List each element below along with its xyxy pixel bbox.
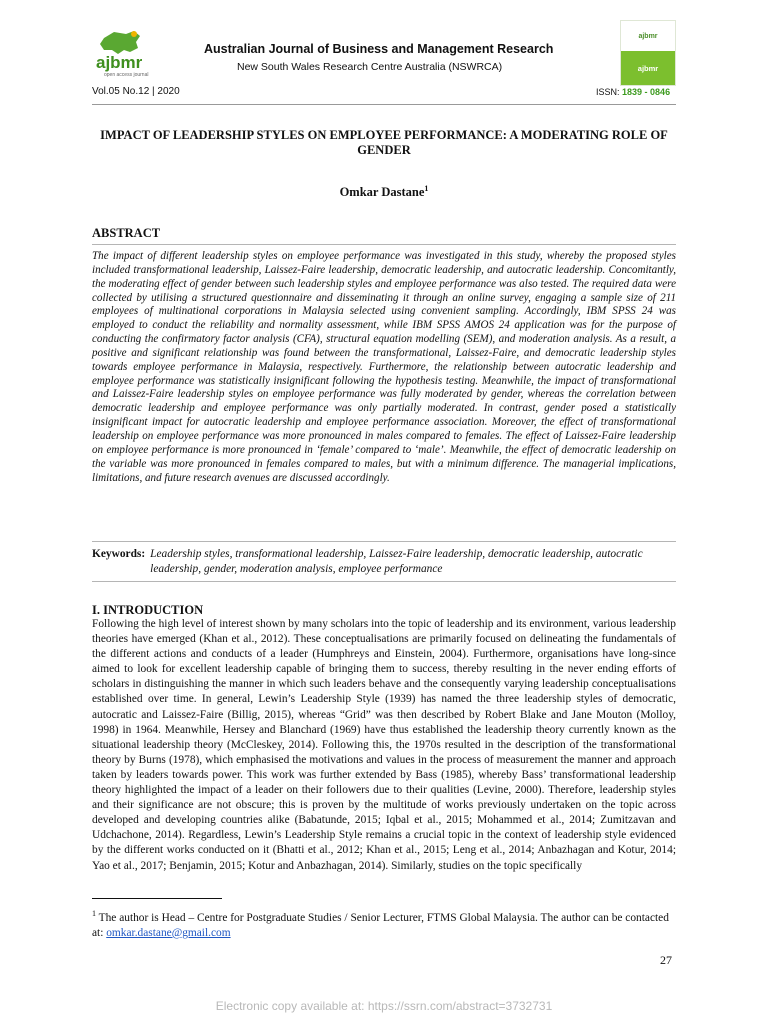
paper-title: IMPACT OF LEADERSHIP STYLES ON EMPLOYEE PERFORMANCE: A MODERATING ROLE OF GENDER — [100, 128, 668, 157]
page-number: 27 — [660, 953, 672, 967]
volume-info: Vol.05 No.12 | 2020 — [92, 86, 180, 97]
footnote-text: The author is Head – Centre for Postgraduate Studies / Senior Lecturer, FTMS Global Malaysia. The author can be contacted at: — [92, 911, 669, 939]
cover-logo-top: ajbmr — [621, 21, 675, 51]
keywords-list: Leadership styles, transformational leadership, Laissez-Faire leadership, democratic leadership, autocratic leadership, gender, moderation analysis, employee performance — [150, 548, 643, 575]
keywords — [92, 547, 676, 577]
abstract-top-rule — [92, 244, 676, 245]
keywords-bottom-rule — [92, 581, 676, 582]
journal-title: Australian Journal of Business and Management Research — [204, 42, 554, 56]
journal-subtitle: New South Wales Research Centre Australia (NSWRCA) — [237, 61, 503, 73]
abstract-text: The impact of different leadership styles on employee performance was investigated in this study, whereby the proposed styles included transformational leadership, Laissez-Faire leadership, democratic leadership, and autocratic leadership. Concomitantly, the moderating effect of gender between such leadership styles and employee performance was also tested. The required data were collected by utilising a structured questionnaire and disseminating it through an online survey, engaging a sample size of 211 employees of multinational corporations in Malaysia selected using convenient sampling. Accordingly, IBM SPSS 24 was employed to conduct the reliability and normality assessment, while IBM SPSS AMOS 24 application was for the purpose of conducting the confirmatory factor analysis (CFA), structural equation modelling (SEM), and moderation analysis. As a result, a positive and significant relationship was found between the transformational, Laissez-Faire, and democratic leadership styles towards employee performance in Malaysia, respectively. Furthermore, the relationship between autocratic leadership and employee performance was statistically insignificant following the hypothesis testing. Meanwhile, the impact of transformational and Laissez-Faire leadership styles on employee performance was fully moderated by gender, whereas the correlation between democratic leadership and employee performance was only partially moderated. In contrast, gender posed a statistically insignificant impact for autocratic leadership and employee performance association. Moreover, the effect of transformational leadership on employee performance was more pronounced in males compared to females. The effect of Laissez-Faire leadership on employee performance is more pronounced in ‘female’ compared to ‘male’. Meanwhile, the effect of democratic leadership on the variable was more pronounced in females compared to males, but with a minimum difference. The managerial implications, limitations, and future research avenues are discussed accordingly. — [92, 250, 676, 484]
author-email-link[interactable]: omkar.dastane@gmail.com — [106, 926, 231, 939]
header-divider — [92, 104, 676, 105]
logo-tagline: open access journal — [104, 72, 149, 78]
footnote-divider — [92, 898, 222, 899]
issn-label: ISSN: — [596, 87, 620, 97]
abstract-bottom-rule — [92, 541, 676, 542]
footnote-mark: 1 — [92, 909, 96, 918]
logo-wordmark: ajbmr — [96, 53, 143, 72]
author-name-text: Omkar Dastane — [339, 185, 425, 200]
journal-logo — [90, 28, 152, 78]
ssrn-watermark: Electronic copy available at: https://ssrn.com/abstract=3732731 — [215, 999, 553, 1013]
author-name — [0, 184, 768, 200]
introduction-text: Following the high level of interest shown by many scholars into the topic of leadership and its environment, various leadership theories have emerged (Khan et al., 2012). These conceptualisations are primarily focused on delineating the fundamentals of the different actions and conducts of a leader (Humphreys and Einstein, 2004). Furthermore, organisations have long-since aimed to look for excellent leadership capable of bringing them to success, thereby resulting in the never ending efforts of scholars in distinguishing the manner in which such leaders behave and the consequently varying leadership conceptualisations established over time. In general, Lewin’s Leadership Style (1939) has named the three leadership styles of democratic, autocratic and Laissez-Faire (Billig, 2015), whereas “Grid” was then described by Robert Blake and Jane Mouton (Molloy, 1998) in 1964. Meanwhile, Hersey and Blanchard (1969) have thus established the leadership theory currently known as the situational leadership theory (McCleskey, 2014). Following this, the 1970s resulted in the description of the transformational theory by Burns (1978), which emphasised the motivations and values in the process of measurement the manner and approach taken by leaders towards power. This work was further extended by Bass (1985), whereby Bass’ transformational leadership theory highlighted the impact of a leader on their followers due to their qualities (Levine, 2000). Therefore, leadership styles and their significance are not obscure; this is proven by the multitude of works previously undertaken on the topic across developed and developing countries alike (Babatunde, 2015; Iqbal et al., 2015; Mohammed et al., 2014; Zumitzavan and Udchachone, 2014). Regardless, Lewin’s Leadership Style remains a crucial topic in the context of leadership style evidenced by the different works conducted on it (Bhatti et al., 2012; Khan et al., 2015; Leng et al., 2014; Anbazhagan and Kotur, 2014; Yao et al., 2017; Benjamin, 2015; Kotur and Anbazhagan, 2014). Similarly, studies on the topic specifically — [92, 618, 676, 872]
cover-logo-bottom: ajbmr — [621, 51, 675, 85]
introduction-heading: I. INTRODUCTION — [92, 603, 204, 617]
keywords-label: Keywords: — [92, 548, 146, 560]
abstract-heading: ABSTRACT — [92, 226, 161, 240]
author-footnote-mark: 1 — [424, 184, 429, 193]
issn-number: 1839 - 0846 — [622, 87, 671, 97]
footnote — [92, 906, 676, 941]
issn — [596, 87, 670, 97]
journal-cover-logo — [620, 20, 676, 86]
